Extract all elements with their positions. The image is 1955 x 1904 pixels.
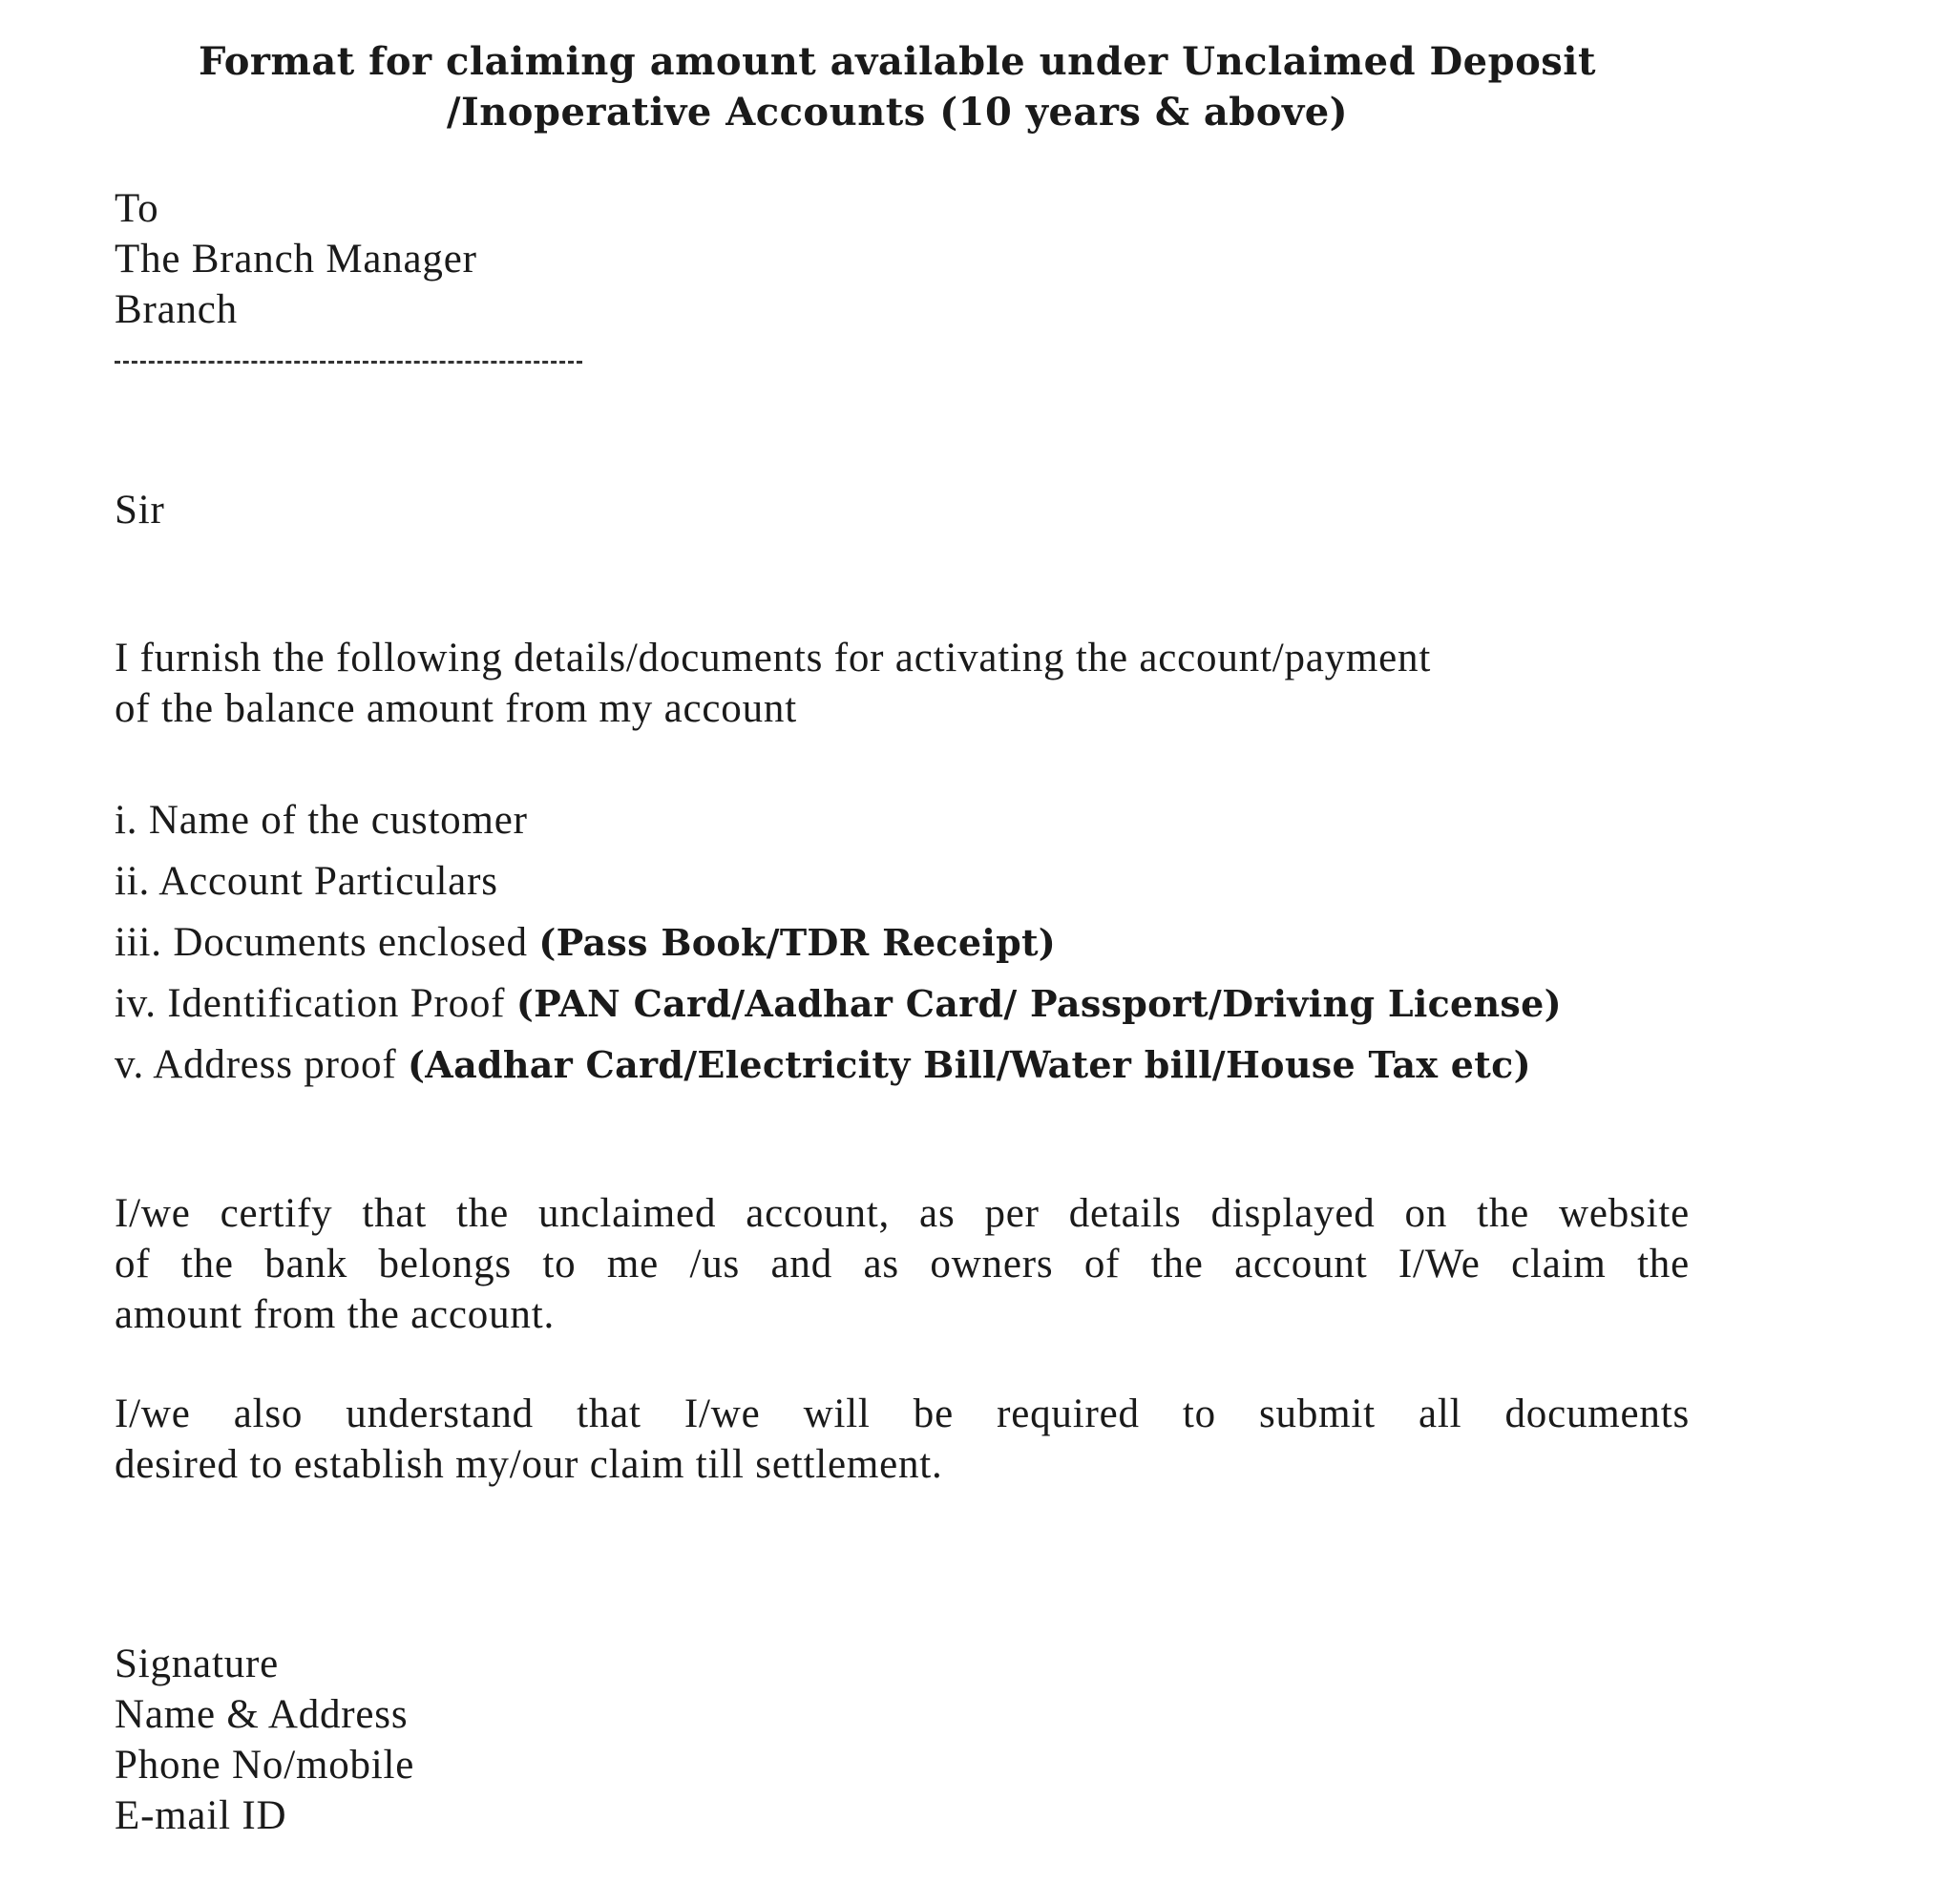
title-line-1: Format for claiming amount available under Unclaimed Deposit [199,39,1596,84]
address-recipient: The Branch Manager [115,237,477,282]
title-line-2: /Inoperative Accounts (10 years & above) [446,90,1349,135]
signature-label: Signature [115,1642,279,1686]
intro-line-1: I furnish the following details/documents for activating the account/payment [115,636,1432,680]
details-list [115,790,1562,1096]
intro-paragraph [115,633,1431,734]
intro-line-2: of the balance amount from my account [115,686,797,731]
branch-blank-line [115,361,582,364]
list-item: v. Address proof (Aadhar Card/Electricity Bill/Water bill/House Tax etc) [115,1042,1531,1087]
understand-line-2: desired to establish my/our claim till settlement. [115,1442,943,1487]
understand-paragraph [115,1389,1690,1490]
list-item: i. Name of the customer [115,798,528,843]
certify-line-3: amount from the account. [115,1292,555,1337]
signature-block [115,1639,414,1841]
list-item: iii. Documents enclosed (Pass Book/TDR Receipt) [115,920,1057,965]
address-proof-detail: (Aadhar Card/Electricity Bill/Water bill/House Tax etc) [408,1043,1531,1086]
address-block [115,183,477,335]
identification-detail: (PAN Card/Aadhar Card/ Passport/Driving License) [515,982,1562,1025]
document-title [0,36,1795,137]
name-address-label: Name & Address [115,1692,409,1737]
list-item: iv. Identification Proof (PAN Card/Aadhar Card/ Passport/Driving License) [115,981,1562,1026]
documents-detail: (Pass Book/TDR Receipt) [538,921,1057,964]
address-branch: Branch [115,287,238,332]
certify-line-1: I/we certify that the unclaimed account, as per details displayed on the website [115,1191,1690,1236]
list-item: ii. Account Particulars [115,859,498,904]
certify-paragraph [115,1188,1690,1340]
certify-line-2: of the bank belongs to me /us and as owners of the account I/We claim the [115,1242,1690,1287]
salutation: Sir [115,488,165,533]
understand-line-1: I/we also understand that I/we will be required to submit all documents [115,1391,1690,1436]
phone-label: Phone No/mobile [115,1743,415,1788]
email-label: E-mail ID [115,1793,287,1838]
address-to: To [115,186,159,231]
